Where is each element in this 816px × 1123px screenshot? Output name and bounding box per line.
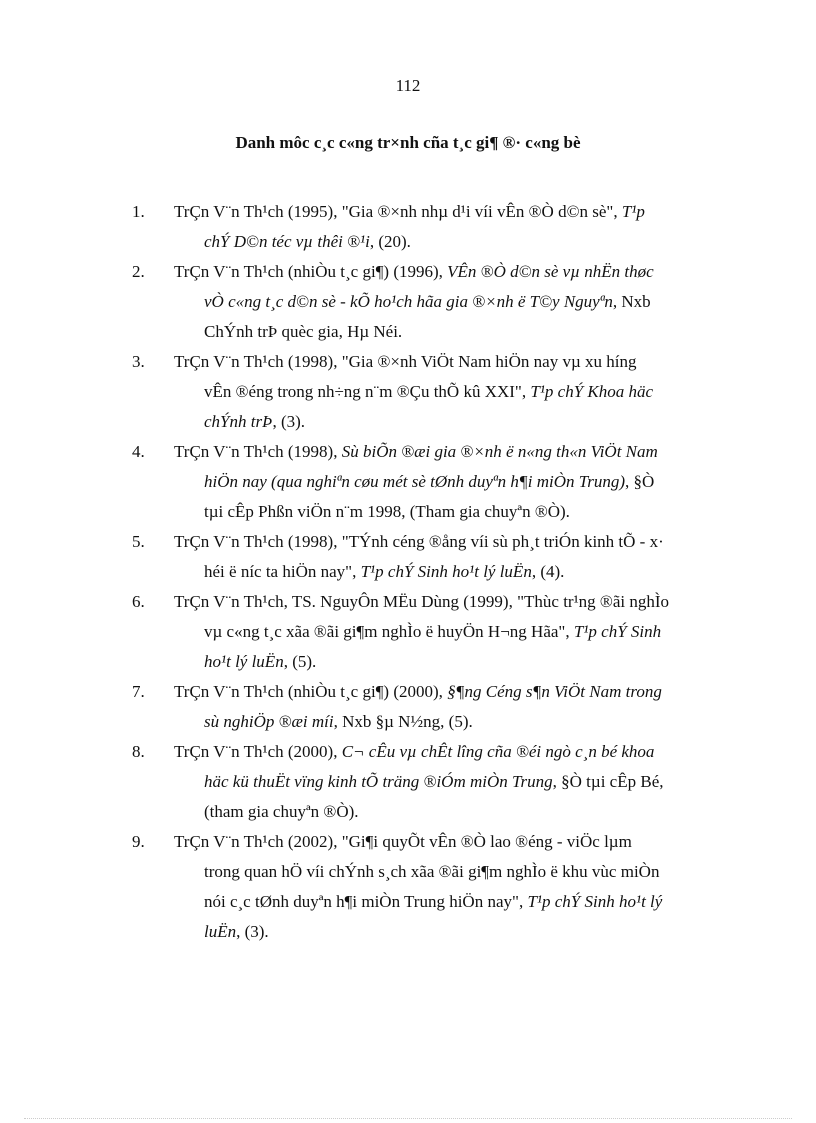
- reference-line: [174, 857, 740, 887]
- reference-line: [174, 287, 740, 317]
- reference-text-segment: tµi cÊp Phßn viÖn n¨m 1998, (Tham gia chuyªn ®Ò).: [204, 502, 570, 521]
- reference-text: [174, 197, 740, 257]
- reference-line: [174, 467, 740, 497]
- page-number: 112: [395, 76, 421, 95]
- reference-text-segment: vÊn ®éng trong nh÷ng n¨m ®Çu thÕ kû XXI",: [204, 382, 531, 401]
- reference-text-segment: , (20).: [369, 232, 411, 251]
- reference-text-segment: TrÇn V¨n Th¹ch (nhiÒu t¸c gi¶) (1996),: [174, 262, 448, 281]
- reference-title-italic: hiÖn nay (qua nghiªn cøu mét sè tØnh duyªn h¶i miÒn Trung): [204, 472, 626, 491]
- reference-title-italic: ho¹t lý luËn: [204, 652, 284, 671]
- reference-text: [174, 587, 740, 677]
- reference-item: [132, 347, 740, 437]
- page-bottom-divider: [24, 1118, 792, 1119]
- reference-line: [174, 767, 740, 797]
- reference-title-italic: T¹p chÝ Khoa häc: [530, 382, 654, 401]
- reference-list: [132, 197, 740, 947]
- reference-title-italic: T¹p chÝ Sinh: [573, 622, 662, 641]
- reference-item: [132, 197, 740, 257]
- reference-line: [174, 227, 740, 257]
- reference-line: [174, 407, 740, 437]
- reference-line: [174, 347, 740, 377]
- reference-text: [174, 677, 740, 737]
- reference-title-italic: Sù biÕn ®æi gia ®×nh ë n«ng th«n ViÖt Nam: [341, 442, 658, 461]
- reference-title-italic: T¹p chÝ Sinh ho¹t lý: [527, 892, 663, 911]
- reference-text-segment: , (3).: [272, 412, 306, 431]
- reference-item: [132, 527, 740, 587]
- reference-text-segment: , (5).: [283, 652, 317, 671]
- reference-number: 4.: [132, 442, 145, 461]
- reference-item: [132, 677, 740, 737]
- reference-text-segment: TrÇn V¨n Th¹ch (1998), "TÝnh céng ®ång víi sù ph¸t triÓn kinh tÕ - x·: [174, 532, 664, 551]
- reference-text: [174, 347, 740, 437]
- reference-line: [174, 257, 740, 287]
- reference-line: [174, 197, 740, 227]
- reference-text-segment: , Nxb: [612, 292, 651, 311]
- reference-text-segment: TrÇn V¨n Th¹ch (1998), "Gia ®×nh ViÖt Nam hiÖn nay vµ xu híng: [174, 352, 637, 371]
- reference-line: [174, 887, 740, 917]
- reference-number: 6.: [132, 592, 145, 611]
- reference-line: [174, 827, 740, 857]
- reference-item: [132, 827, 740, 947]
- reference-text-segment: nói c¸c tØnh duyªn h¶i miÒn Trung hiÖn nay",: [204, 892, 528, 911]
- reference-text: [174, 527, 740, 587]
- reference-text: [174, 737, 740, 827]
- reference-line: [174, 527, 740, 557]
- reference-title-italic: VÊn ®Ò d©n sè vµ nhËn thøc: [447, 262, 654, 281]
- reference-title-italic: §¶ng Céng s¶n ViÖt Nam trong: [447, 682, 662, 701]
- reference-number: 3.: [132, 352, 145, 371]
- reference-text-segment: , (4).: [531, 562, 565, 581]
- reference-line: [174, 737, 740, 767]
- reference-line: [174, 677, 740, 707]
- reference-number: 8.: [132, 742, 145, 761]
- reference-text: [174, 257, 740, 347]
- reference-line: [174, 587, 740, 617]
- reference-number: 1.: [132, 202, 145, 221]
- reference-line: [174, 617, 740, 647]
- reference-title-italic: chÝ D©n téc vµ thêi ®¹i: [204, 232, 370, 251]
- reference-title-italic: T¹p: [621, 202, 645, 221]
- reference-item: [132, 437, 740, 527]
- reference-text-segment: TrÇn V¨n Th¹ch (nhiÒu t¸c gi¶) (2000),: [174, 682, 448, 701]
- reference-line: [174, 917, 740, 947]
- reference-item: [132, 257, 740, 347]
- reference-text-segment: , Nxb §µ N½ng, (5).: [333, 712, 473, 731]
- reference-text-segment: TrÇn V¨n Th¹ch (1995), "Gia ®×nh nhµ d¹i víi vÊn ®Ò d©n sè",: [174, 202, 622, 221]
- reference-text-segment: TrÇn V¨n Th¹ch (2000),: [174, 742, 342, 761]
- reference-title-italic: T¹p chÝ Sinh ho¹t lý luËn: [360, 562, 532, 581]
- reference-text: [174, 437, 740, 527]
- reference-text-segment: ChÝnh trÞ quèc gia, Hµ Néi.: [204, 322, 403, 341]
- reference-text-segment: vµ c«ng t¸c xãa ®ãi gi¶m nghÌo ë huyÖn H¬ng Hãa",: [204, 622, 574, 641]
- reference-text-segment: , §Ò: [625, 472, 655, 491]
- reference-title-italic: C¬ cÊu vµ chÊt lîng cña ®éi ngò c¸n bé khoa: [341, 742, 655, 761]
- reference-text-segment: TrÇn V¨n Th¹ch, TS. NguyÔn MËu Dùng (1999), "Thùc tr¹ng ®ãi nghÌo: [174, 592, 670, 611]
- page-title: Danh môc c¸c c«ng tr×nh cña t¸c gi¶ ®· c«ng bè: [235, 133, 581, 152]
- reference-number: 9.: [132, 832, 145, 851]
- reference-line: [174, 647, 740, 677]
- reference-text-segment: (tham gia chuyªn ®Ò).: [204, 802, 359, 821]
- reference-text-segment: , (3).: [236, 922, 269, 941]
- reference-number: 2.: [132, 262, 145, 281]
- reference-text-segment: trong quan hÖ víi chÝnh s¸ch xãa ®ãi gi¶m nghÌo ë khu vùc miÒn: [204, 862, 660, 881]
- reference-text-segment: héi ë níc ta hiÖn nay",: [204, 562, 361, 581]
- reference-line: [174, 557, 740, 587]
- reference-title-italic: luËn: [204, 922, 237, 941]
- reference-number: 5.: [132, 532, 145, 551]
- reference-number: 7.: [132, 682, 145, 701]
- reference-line: [174, 497, 740, 527]
- reference-line: [174, 377, 740, 407]
- reference-line: [174, 437, 740, 467]
- reference-line: [174, 797, 740, 827]
- reference-title-italic: vÒ c«ng t¸c d©n sè - kÕ ho¹ch hãa gia ®×nh ë T©y Nguyªn: [204, 292, 613, 311]
- reference-text-segment: , §Ò tµi cÊp Bé,: [552, 772, 664, 791]
- reference-title-italic: chÝnh trÞ: [204, 412, 273, 431]
- reference-line: [174, 317, 740, 347]
- reference-title-italic: häc kü thuËt vïng kinh tÕ träng ®iÓm miÒn Trung: [204, 772, 553, 791]
- reference-item: [132, 587, 740, 677]
- reference-text-segment: TrÇn V¨n Th¹ch (2002), "Gi¶i quyÕt vÊn ®Ò lao ®éng - viÖc lµm: [174, 832, 632, 851]
- reference-item: [132, 737, 740, 827]
- reference-title-italic: sù nghiÖp ®æi míi: [204, 712, 334, 731]
- reference-text-segment: TrÇn V¨n Th¹ch (1998),: [174, 442, 342, 461]
- reference-line: [174, 707, 740, 737]
- reference-text: [174, 827, 740, 947]
